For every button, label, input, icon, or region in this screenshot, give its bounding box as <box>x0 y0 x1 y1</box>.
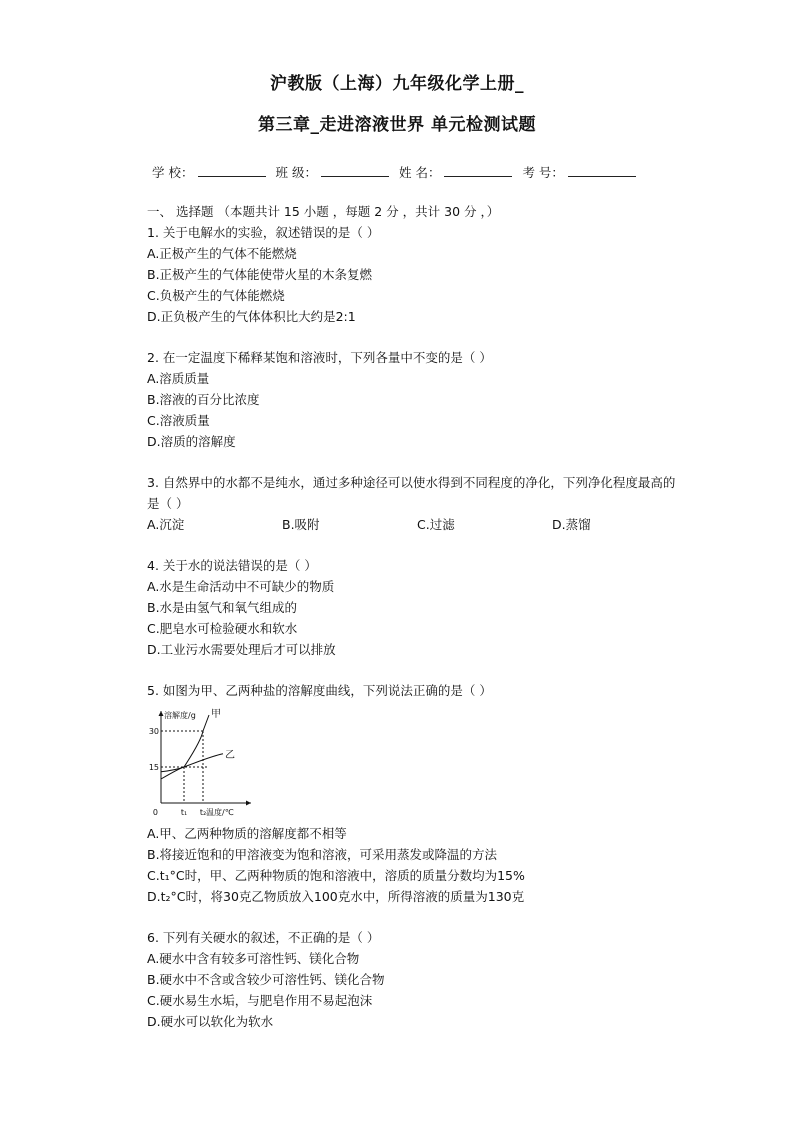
option-b: B.吸附 <box>282 517 320 532</box>
question-stem: 1. 关于电解水的实验，叙述错误的是（ ） <box>147 225 380 240</box>
series-jia-line <box>161 715 209 779</box>
x-tick-label: t₂ <box>199 808 207 817</box>
x-tick-label: t₁ <box>180 808 188 817</box>
series-yi-line <box>161 754 223 772</box>
school-blank[interactable] <box>198 164 266 177</box>
y-tick-label: 15 <box>148 763 159 772</box>
option-a: A.正极产生的气体不能燃烧 <box>147 246 297 261</box>
question-1 <box>147 222 687 327</box>
option-b: B.正极产生的气体能使带火星的木条复燃 <box>147 267 373 282</box>
option-d: D.蒸馏 <box>552 517 591 532</box>
class-label: 班 级： <box>275 165 317 180</box>
origin-label: 0 <box>152 808 158 817</box>
option-a: A.沉淀 <box>147 517 185 532</box>
page-title: 沪教版（上海）九年级化学上册_ <box>270 74 524 94</box>
question-4 <box>147 555 687 660</box>
option-c: C.t₁°C时，甲、乙两种物质的饱和溶液中，溶质的质量分数均为15% <box>147 868 525 883</box>
question-list <box>147 201 687 1032</box>
y-tick-label: 30 <box>148 727 159 736</box>
option-c: C.溶液质量 <box>147 413 210 428</box>
option-d: D.正负极产生的气体体积比大约是2:1 <box>147 309 356 324</box>
question-2 <box>147 347 687 452</box>
options-row <box>147 514 687 535</box>
option-d: D.硬水可以软化为软水 <box>147 1014 274 1029</box>
x-axis-label: 温度/℃ <box>206 808 234 817</box>
option-b: B.硬水中不含或含较少可溶性钙、镁化合物 <box>147 972 385 987</box>
question-stem: 5. 如图为甲、乙两种盐的溶解度曲线，下列说法正确的是（ ） <box>147 683 492 698</box>
x-axis-arrow <box>246 801 251 806</box>
question-6 <box>147 927 687 1032</box>
exam-no-label: 考 号： <box>522 165 564 180</box>
series-yi-label: 乙 <box>225 749 235 761</box>
solubility-chart <box>147 707 257 819</box>
option-c: C.肥皂水可检验硬水和软水 <box>147 621 298 636</box>
series-jia-label: 甲 <box>211 709 221 720</box>
question-stem: 3. 自然界中的水都不是纯水，通过多种途径可以使水得到不同程度的净化，下列净化程度最高的是（ ） <box>147 475 676 511</box>
option-b: B.水是由氢气和氧气组成的 <box>147 600 298 615</box>
y-axis-label: 溶解度/g <box>164 711 196 720</box>
question-3 <box>147 472 687 535</box>
option-b: B.溶液的百分比浓度 <box>147 392 260 407</box>
option-c: C.负极产生的气体能燃烧 <box>147 288 285 303</box>
option-a: A.甲、乙两种物质的溶解度都不相等 <box>147 826 347 841</box>
name-label: 姓 名： <box>398 165 441 180</box>
question-stem: 6. 下列有关硬水的叙述，不正确的是（ ） <box>147 930 380 945</box>
name-blank[interactable] <box>444 164 512 177</box>
y-axis-arrow <box>159 711 164 716</box>
section-heading: 一、 选择题 （本题共计 15 小题 ，每题 2 分 ，共计 30 分 ，） <box>147 204 500 219</box>
exam-no-blank[interactable] <box>568 164 636 177</box>
option-d: D.溶质的溶解度 <box>147 434 236 449</box>
option-b: B.将接近饱和的甲溶液变为饱和溶液，可采用蒸发或降温的方法 <box>147 847 498 862</box>
option-a: A.溶质质量 <box>147 371 210 386</box>
class-blank[interactable] <box>321 164 389 177</box>
question-stem: 2. 在一定温度下稀释某饱和溶液时，下列各量中不变的是（ ） <box>147 350 492 365</box>
option-c: C.硬水易生水垢，与肥皂作用不易起泡沫 <box>147 993 373 1008</box>
school-label: 学 校： <box>152 165 194 180</box>
question-5 <box>147 680 687 907</box>
question-stem: 4. 关于水的说法错误的是（ ） <box>147 558 317 573</box>
option-c: C.过滤 <box>417 517 455 532</box>
option-a: A.硬水中含有较多可溶性钙、镁化合物 <box>147 951 360 966</box>
page-subtitle: 第三章_走进溶液世界 单元检测试题 <box>258 115 536 135</box>
option-d: D.t₂°C时，将30克乙物质放入100克水中，所得溶液的质量为130克 <box>147 889 525 904</box>
option-d: D.工业污水需要处理后才可以排放 <box>147 642 336 657</box>
student-info-row <box>0 163 794 181</box>
option-a: A.水是生命活动中不可缺少的物质 <box>147 579 335 594</box>
